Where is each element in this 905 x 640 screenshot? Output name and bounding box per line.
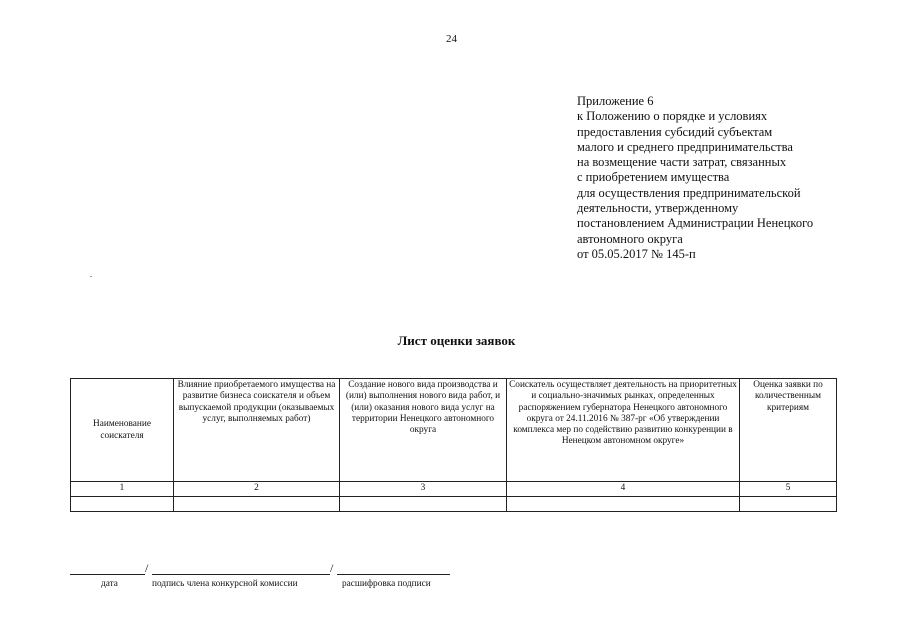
appendix-line: для осуществления предпринимательской [577, 185, 801, 200]
appendix-line: автономного округа [577, 231, 683, 246]
header-priority-markets: Соискатель осуществляет деятельность на приоритетных и социально-значимых рынках, определенных распоряжением губернатора Ненецкого автономного округа от 24.11.2016 № 387-рг «Об утверждении комплекса мер по содействию развитию конкуренции в Ненецком автономном округе» [507, 379, 740, 482]
separator-slash: / [330, 561, 334, 575]
separator-slash: / [145, 561, 149, 575]
page-number: 24 [446, 33, 457, 45]
appendix-line: предоставления субсидий субъектам [577, 124, 773, 139]
table-row [71, 497, 837, 512]
column-number: 2 [174, 482, 340, 497]
appendix-line: постановлением Администрации Ненецкого [577, 216, 814, 231]
decoding-caption: расшифровка подписи [342, 579, 431, 589]
appendix-line: на возмещение части затрат, связанных [577, 155, 787, 170]
table-number-row [71, 482, 837, 497]
table-cell [340, 497, 507, 512]
table-cell [507, 497, 740, 512]
header-property-impact: Влияние приобретаемого имущества на развитие бизнеса соискателя и объем выпускаемой продукции (оказываемых услуг, выполняемых работ) [174, 379, 340, 482]
column-number: 1 [71, 482, 174, 497]
column-number: 3 [340, 482, 507, 497]
appendix-line: Приложение 6 [577, 94, 654, 108]
table-cell [174, 497, 340, 512]
header-new-production: Создание нового вида производства и (или) выполнения нового вида работ, и (или) оказания нового вида услуг на территории Ненецкого автономного округа [340, 379, 507, 482]
scan-mark [90, 276, 92, 277]
appendix-line: к Положению о порядке и условиях [577, 109, 768, 124]
evaluation-table [70, 378, 837, 512]
column-number: 4 [507, 482, 740, 497]
decoding-line [337, 574, 450, 575]
date-line [70, 574, 145, 575]
column-number: 5 [740, 482, 837, 497]
appendix-line: деятельности, утвержденному [577, 201, 739, 216]
appendix-line: малого и среднего предпринимательства [577, 139, 793, 154]
header-applicant-name: Наименование соискателя [71, 379, 174, 482]
table-cell [740, 497, 837, 512]
appendix-line: с приобретением имущества [577, 170, 730, 185]
signature-block [0, 558, 905, 598]
signature-caption: подпись члена конкурсной комиссии [152, 579, 298, 589]
signature-line [152, 574, 330, 575]
appendix-line: от 05.05.2017 № 145-п [577, 246, 696, 261]
header-quantitative-score: Оценка заявки по количественным критериям [740, 379, 837, 482]
date-caption: дата [101, 579, 118, 589]
table-header-row [71, 379, 837, 482]
document-title [0, 333, 905, 349]
table-cell [71, 497, 174, 512]
document-title-text: Лист оценки заявок [397, 333, 516, 348]
appendix-block [577, 94, 877, 262]
